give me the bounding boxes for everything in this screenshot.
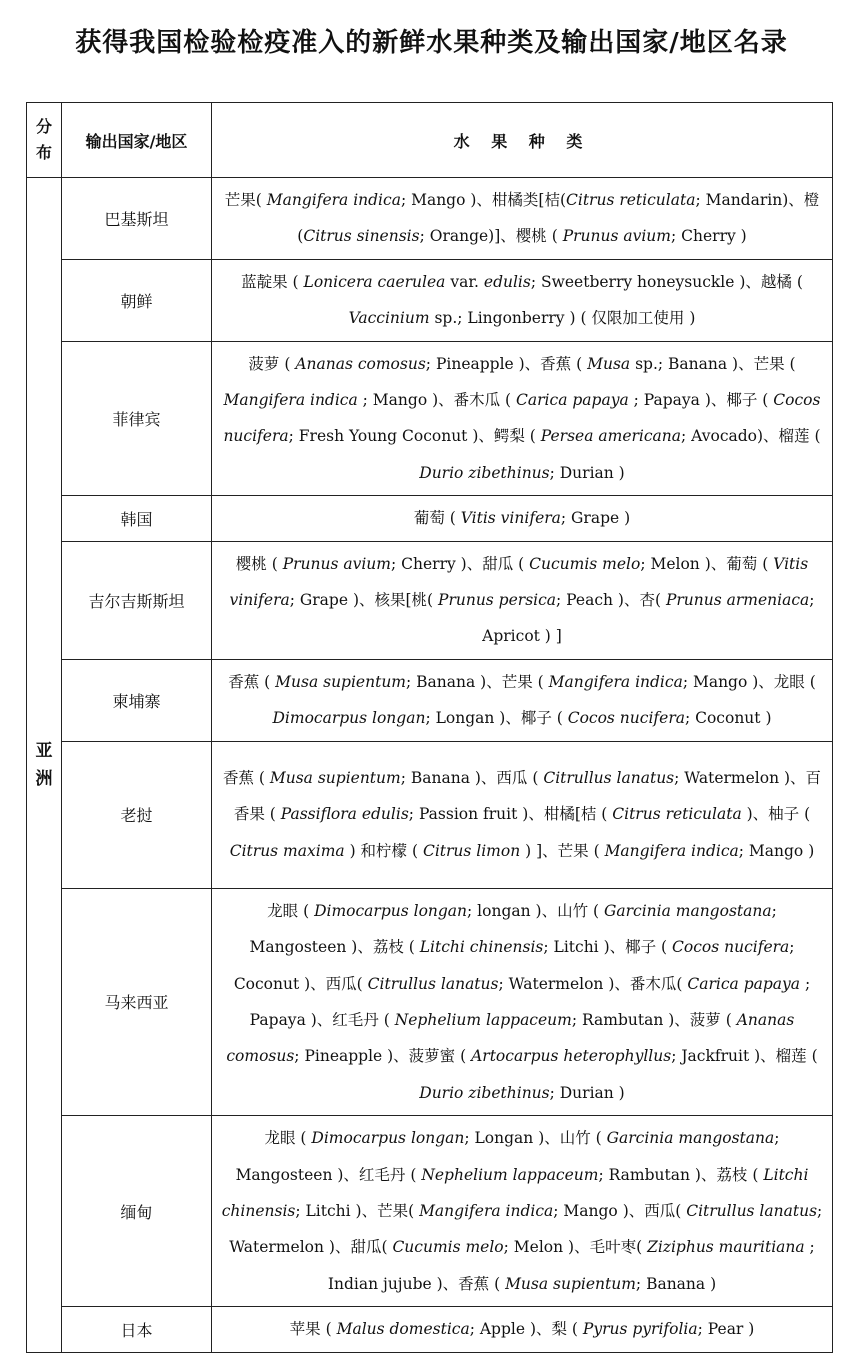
fruit-text: ; Mango )、番木瓜 (: [357, 391, 517, 410]
scientific-name: Citrus reticulata: [612, 805, 742, 824]
fruit-text: 菠萝 (: [248, 354, 296, 373]
fruit-text: ; Mango )、柑橘类[桔(: [400, 191, 567, 209]
fruit-text: ; Melon )、葡萄 (: [640, 554, 774, 573]
scientific-name: Prunus armeniaca: [665, 591, 810, 610]
fruit-text: ; Papaya )、红毛丹 (: [249, 974, 811, 1029]
fruit-text: ; Durian ): [549, 1083, 625, 1102]
country-cell: 韩国: [62, 496, 212, 541]
fruit-table: [26, 102, 833, 1353]
fruit-text: ; Mango )、龙眼 (: [682, 672, 816, 691]
country-cell: 朝鲜: [62, 259, 212, 341]
fruit-text: ; Sweetberry honeysuckle )、越橘 (: [530, 272, 803, 291]
scientific-name: Passiflora edulis: [280, 805, 409, 824]
fruit-text: ; Orange)]、樱桃 (: [419, 227, 563, 246]
scientific-name: Dimocarpus longan: [314, 901, 468, 920]
fruit-text: ; Rambutan )、荔枝 (: [598, 1165, 764, 1184]
scientific-name: Cocos nucifera: [567, 709, 685, 728]
scientific-name: Dimocarpus longan: [272, 709, 426, 728]
fruit-text: ; Fresh Young Coconut )、鳄梨 (: [288, 427, 541, 446]
fruit-text: ; Litchi )、芒果(: [295, 1201, 420, 1220]
fruit-text: 蓝靛果 (: [241, 272, 304, 291]
scientific-name: Durio zibethinus: [419, 1083, 550, 1102]
fruit-list-cell: [212, 888, 833, 1115]
scientific-name: Vitis vinifera: [460, 509, 561, 528]
scientific-name: Carica papaya: [687, 974, 801, 993]
fruit-text: ; Melon )、毛叶枣(: [503, 1238, 648, 1257]
scientific-name: Litchi chinensis: [221, 1165, 809, 1220]
scientific-name: Prunus persica: [438, 591, 557, 610]
fruit-text: ; Apple )、梨 (: [469, 1320, 583, 1339]
scientific-name: Pyrus pyrifolia: [582, 1320, 698, 1339]
scientific-name: Mangifera indica: [223, 391, 358, 410]
fruit-text: ; Mandarin)、橙(: [297, 191, 820, 246]
scientific-name: Dimocarpus longan: [311, 1129, 465, 1148]
fruit-text: ; Grape ): [560, 509, 631, 528]
country-cell: 老挝: [62, 741, 212, 888]
fruit-text: ; longan )、山竹 (: [467, 901, 604, 920]
fruit-text: 龙眼 (: [267, 901, 315, 920]
fruit-text: ; Grape )、核果[桃(: [289, 591, 439, 610]
country-cell: 马来西亚: [62, 888, 212, 1115]
header-distribution: [27, 103, 62, 178]
fruit-text: ) 和柠檬 (: [344, 841, 423, 860]
table-body: [27, 178, 833, 1353]
fruit-list-cell: [212, 541, 833, 659]
fruit-text: 龙眼 (: [264, 1129, 312, 1148]
fruit-list-cell: [212, 741, 833, 888]
table-row: [27, 1307, 833, 1352]
scientific-name: Mangifera indica: [548, 672, 683, 691]
country-cell: 巴基斯坦: [62, 178, 212, 260]
header-country: 输出国家/地区: [62, 103, 212, 178]
fruit-text: ; Banana ): [635, 1274, 717, 1293]
scientific-name: Cucumis melo: [392, 1238, 504, 1257]
country-cell: 菲律宾: [62, 341, 212, 496]
fruit-text: ; Mango ): [738, 841, 815, 860]
fruit-text: ; Papaya )、椰子 (: [628, 391, 774, 410]
scientific-name: Prunus avium: [562, 227, 671, 246]
fruit-list-cell: [212, 496, 833, 541]
fruit-list-cell: [212, 659, 833, 741]
table-row: [27, 341, 833, 496]
fruit-list-cell: [212, 259, 833, 341]
country-cell: 日本: [62, 1307, 212, 1352]
scientific-name: Mangifera indica: [266, 191, 401, 209]
country-cell: 缅甸: [62, 1116, 212, 1307]
scientific-name: Vitis vinifera: [229, 554, 809, 610]
table-row: [27, 496, 833, 541]
fruit-text: ; Durian ): [549, 463, 625, 482]
scientific-name: Persea americana: [540, 427, 682, 446]
fruit-text: 香蕉 (: [228, 672, 276, 691]
fruit-text: ; Longan )、椰子 (: [425, 709, 568, 728]
scientific-name: Garcinia mangostana: [606, 1129, 775, 1148]
fruit-text: ; Cherry ): [671, 227, 747, 246]
fruit-text: ; Mangosteen )、荔枝 (: [249, 901, 777, 957]
fruit-text: ; Mangosteen )、红毛丹 (: [235, 1129, 780, 1184]
scientific-name: Ananas comosus: [295, 354, 426, 373]
fruit-text: ; Banana )、芒果 (: [406, 672, 549, 691]
fruit-list-cell: [212, 1116, 833, 1307]
scientific-name: Ananas comosus: [226, 1010, 795, 1066]
header-fruit-types: 水 果 种 类: [212, 103, 833, 178]
scientific-name: Lonicera caerulea: [303, 272, 446, 291]
fruit-text: ; Passion fruit )、柑橘[桔 (: [408, 805, 613, 824]
scientific-name: Nephelium lappaceum: [421, 1165, 599, 1184]
fruit-text: 樱桃 (: [235, 554, 283, 573]
fruit-text: ; Pineapple )、菠萝蜜 (: [294, 1047, 472, 1066]
scientific-name: Musa supientum: [275, 672, 406, 691]
fruit-text: 香蕉 (: [222, 769, 270, 788]
scientific-name: Nephelium lappaceum: [394, 1010, 572, 1029]
fruit-text: ) ]、芒果 (: [520, 841, 605, 860]
scientific-name: Citrus maxima: [229, 841, 345, 860]
scientific-name: Cocos nucifera: [672, 938, 790, 957]
country-cell: 柬埔寨: [62, 659, 212, 741]
fruit-text: ; Peach )、杏(: [556, 591, 666, 610]
scientific-name: edulis: [483, 272, 531, 291]
scientific-name: Citrus sinensis: [303, 227, 420, 246]
fruit-text: ; Coconut )、西瓜(: [233, 938, 795, 993]
region-label: 亚洲: [35, 740, 53, 789]
scientific-name: Musa supientum: [505, 1274, 636, 1293]
fruit-text: ; Pineapple )、香蕉 (: [425, 354, 588, 373]
fruit-text: ; Rambutan )、菠萝 (: [571, 1010, 737, 1029]
scientific-name: Musa: [587, 354, 631, 373]
fruit-text: ; Coconut ): [684, 709, 772, 728]
scientific-name: Vaccinium: [348, 309, 430, 328]
fruit-list-cell: [212, 1307, 833, 1352]
fruit-text: ; Longan )、山竹 (: [464, 1129, 607, 1148]
fruit-list-cell: [212, 178, 833, 260]
scientific-name: Ziziphus mauritiana: [647, 1238, 805, 1257]
fruit-text: ; Watermelon )、甜瓜(: [229, 1201, 823, 1257]
scientific-name: Cocos nucifera: [223, 391, 821, 446]
table-row: [27, 659, 833, 741]
scientific-name: Mangifera indica: [604, 841, 739, 860]
scientific-name: Musa supientum: [269, 769, 401, 788]
fruit-text: ; Litchi )、椰子 (: [543, 938, 673, 957]
scientific-name: Artocarpus heterophyllus: [471, 1047, 672, 1066]
fruit-text: ; Watermelon )、百香果 (: [233, 769, 822, 824]
fruit-text: )、柚子 (: [741, 805, 811, 824]
fruit-text: 芒果(: [224, 191, 267, 209]
scientific-name: Garcinia mangostana: [603, 901, 772, 920]
scientific-name: Cucumis melo: [529, 554, 641, 573]
fruit-text: ; Banana )、西瓜 (: [400, 769, 544, 788]
table-row: [27, 259, 833, 341]
fruit-text: 苹果 (: [289, 1320, 337, 1339]
fruit-text: ; Indian jujube )、香蕉 (: [327, 1238, 815, 1293]
fruit-text: ; Apricot ) ]: [482, 591, 815, 646]
fruit-text: ; Watermelon )、番木瓜(: [498, 974, 688, 993]
fruit-text: var.: [445, 272, 484, 291]
header-distribution-label: 分布: [35, 117, 52, 162]
fruit-text: sp.; Lingonberry ) ( 仅限加工使用 ): [429, 309, 696, 328]
scientific-name: Prunus avium: [282, 554, 391, 573]
fruit-list-cell: [212, 341, 833, 496]
scientific-name: Citrullus lanatus: [543, 769, 675, 788]
scientific-name: Citrus reticulata: [566, 191, 696, 209]
scientific-name: Litchi chinensis: [419, 938, 544, 957]
table-row: [27, 178, 833, 260]
page-title: 获得我国检验检疫准入的新鲜水果种类及输出国家/地区名录: [75, 28, 788, 58]
table-row: [27, 541, 833, 659]
fruit-text: ; Avocado)、榴莲 (: [681, 427, 821, 446]
scientific-name: Malus domestica: [336, 1320, 470, 1339]
scientific-name: Citrullus lanatus: [686, 1201, 818, 1220]
table-row: [27, 741, 833, 888]
header-row: [27, 103, 833, 178]
table-row: [27, 888, 833, 1115]
country-cell: 吉尔吉斯斯坦: [62, 541, 212, 659]
fruit-text: ; Jackfruit )、榴莲 (: [671, 1047, 818, 1066]
scientific-name: Citrullus lanatus: [367, 974, 499, 993]
scientific-name: Citrus limon: [422, 841, 521, 860]
fruit-text: sp.; Banana )、芒果 (: [630, 354, 796, 373]
fruit-text: ; Pear ): [697, 1320, 755, 1339]
table-row: [27, 1116, 833, 1307]
scientific-name: Durio zibethinus: [419, 463, 550, 482]
region-cell: [27, 178, 62, 1353]
fruit-text: ; Mango )、西瓜(: [553, 1201, 687, 1220]
scientific-name: Carica papaya: [516, 391, 629, 410]
fruit-text: ; Cherry )、甜瓜 (: [391, 554, 530, 573]
scientific-name: Mangifera indica: [419, 1201, 554, 1220]
fruit-text: 葡萄 (: [413, 509, 461, 528]
